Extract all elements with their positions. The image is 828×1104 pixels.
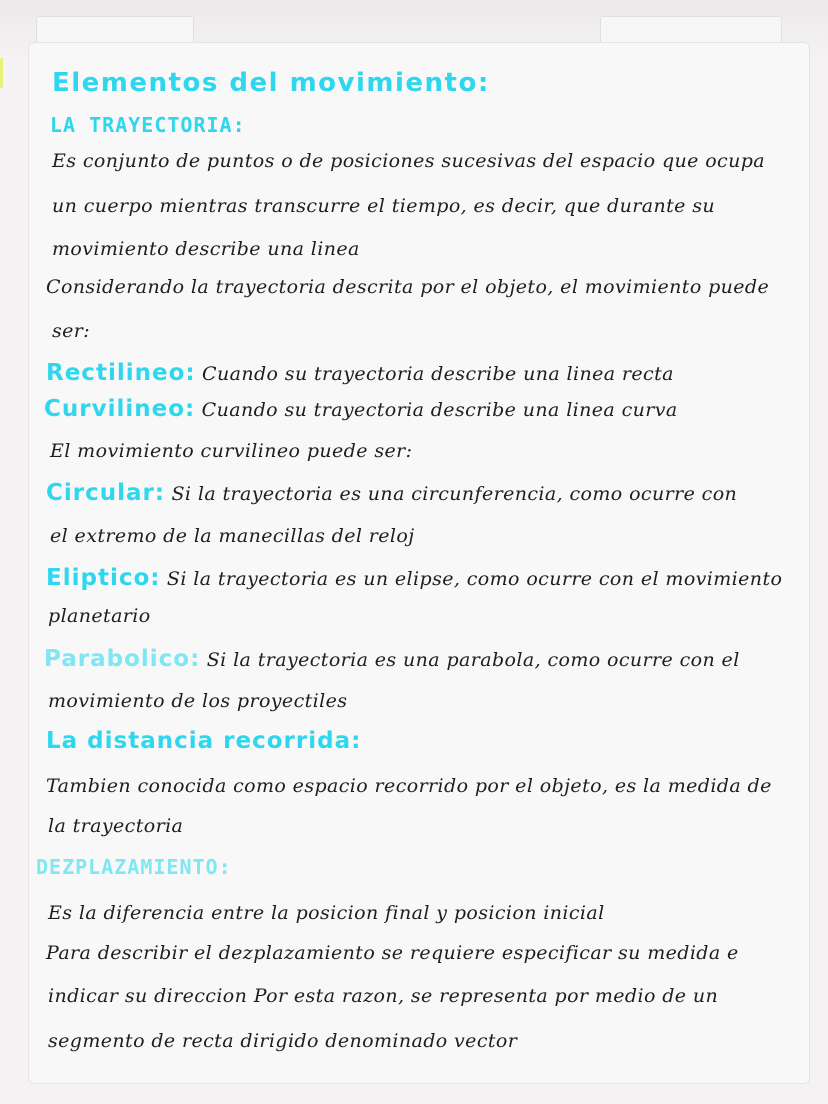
term-parabolico: Parabolico: bbox=[44, 646, 201, 672]
text-line: Es la diferencia entre la posicion final y posicion inicial bbox=[48, 902, 605, 924]
text-line: planetario bbox=[48, 605, 151, 627]
text-line: movimiento describe una linea bbox=[52, 238, 360, 260]
text-line: indicar su direccion Por esta razon, se representa por medio de un bbox=[48, 985, 719, 1007]
text-line: el extremo de la manecillas del reloj bbox=[50, 525, 415, 547]
text-line: ser: bbox=[52, 320, 91, 342]
text-line: un cuerpo mientras transcurre el tiempo, es decir, que durante su bbox=[52, 195, 716, 217]
term-curvilineo: Curvilineo: bbox=[44, 396, 196, 422]
definition-text: Cuando su trayectoria describe una linea recta bbox=[202, 363, 674, 385]
definition-rectilineo bbox=[46, 360, 674, 386]
definition-circular bbox=[46, 480, 737, 506]
term-rectilineo: Rectilineo: bbox=[46, 360, 196, 386]
text-line: la trayectoria bbox=[48, 815, 184, 837]
definition-text: Si la trayectoria es una circunferencia, como ocurre con bbox=[171, 483, 738, 505]
text-line: Para describir el dezplazamiento se requiere especificar su medida e bbox=[46, 942, 739, 964]
definition-text: Si la trayectoria es un elipse, como ocurre con el movimiento bbox=[166, 568, 783, 590]
text-line: Tambien conocida como espacio recorrido por el objeto, es la medida de bbox=[46, 775, 772, 797]
text-line: movimiento de los proyectiles bbox=[48, 690, 348, 712]
margin-highlight bbox=[0, 58, 3, 88]
heading-trayectoria: LA TRAYECTORIA: bbox=[50, 113, 246, 137]
heading-desplazamiento: DEZPLAZAMIENTO: bbox=[36, 855, 232, 879]
text-line: Considerando la trayectoria descrita por el objeto, el movimiento puede bbox=[46, 276, 770, 298]
definition-curvilineo bbox=[44, 396, 678, 422]
heading-distancia: La distancia recorrida: bbox=[46, 728, 362, 754]
text-line: Es conjunto de puntos o de posiciones sucesivas del espacio que ocupa bbox=[52, 150, 766, 172]
term-eliptico: Eliptico: bbox=[46, 565, 161, 591]
definition-eliptico bbox=[46, 565, 782, 591]
definition-text: Cuando su trayectoria describe una linea curva bbox=[201, 399, 678, 421]
term-circular: Circular: bbox=[46, 480, 166, 506]
text-line: segmento de recta dirigido denominado vector bbox=[48, 1030, 518, 1052]
definition-text: Si la trayectoria es una parabola, como ocurre con el bbox=[206, 649, 740, 671]
definition-parabolico bbox=[44, 646, 740, 672]
page-title: Elementos del movimiento: bbox=[52, 68, 490, 98]
text-line: El movimiento curvilineo puede ser: bbox=[50, 440, 413, 462]
